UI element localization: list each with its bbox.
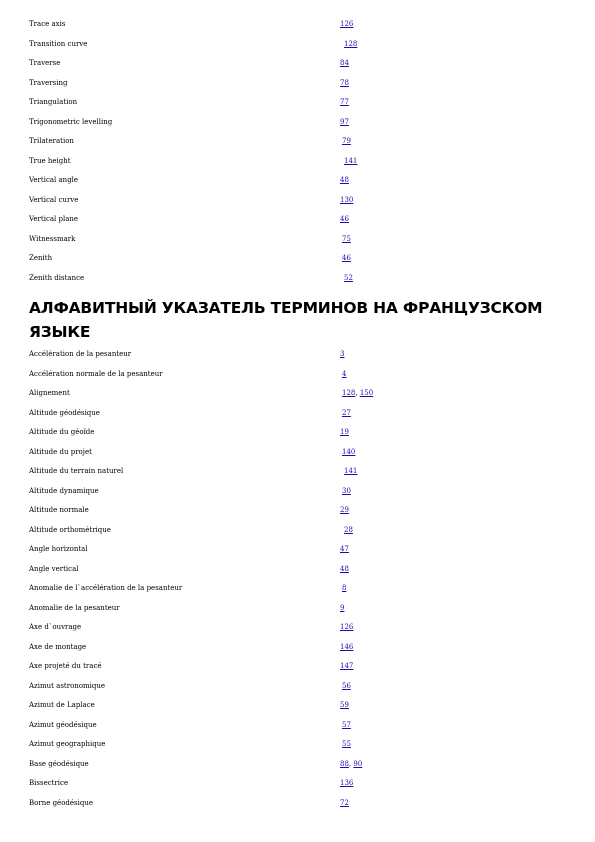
page-link[interactable]: 30 [342, 486, 351, 495]
index-entry [0, 466, 595, 480]
page-link[interactable]: 75 [342, 234, 351, 243]
index-term: Bissectrice [29, 779, 69, 787]
index-page-refs [344, 39, 357, 49]
page-link[interactable]: 140 [342, 447, 356, 456]
index-term: Traverse [29, 59, 61, 67]
page-link[interactable]: 57 [342, 720, 351, 729]
page-link[interactable]: 90 [353, 759, 363, 768]
index-entry [0, 720, 595, 734]
index-term: Witnessmark [29, 234, 76, 243]
index-page-refs [340, 505, 349, 515]
page-link[interactable]: 77 [340, 98, 349, 106]
index-entry [0, 19, 595, 33]
index-page-refs [340, 427, 349, 437]
page-link[interactable]: 78 [340, 78, 349, 87]
index-page-refs [340, 544, 349, 554]
page-link[interactable]: 19 [340, 428, 349, 436]
index-term: Altitude géodésique [29, 408, 100, 417]
index-page-refs [342, 681, 351, 691]
index-page-refs [340, 661, 353, 671]
index-page-refs [342, 136, 351, 146]
page-link[interactable]: 28 [344, 525, 353, 534]
page-link[interactable]: 27 [342, 408, 351, 417]
page-link[interactable]: 146 [340, 642, 354, 651]
index-entry [0, 564, 595, 578]
index-page-refs [340, 58, 349, 68]
index-page-refs [342, 408, 351, 418]
index-entry [0, 349, 595, 363]
page-link[interactable]: 97 [340, 117, 349, 126]
index-page-refs [342, 253, 351, 263]
index-entry [0, 583, 595, 597]
index-page-refs [342, 739, 351, 749]
index-entry [0, 408, 595, 422]
index-entry [0, 525, 595, 539]
index-page-refs [340, 195, 353, 205]
index-term: Traversing [29, 78, 68, 87]
index-term: Anomalie de la pesanteur [29, 603, 120, 612]
index-page-refs [344, 466, 357, 476]
page-link[interactable]: 55 [342, 740, 351, 748]
index-term: Alignement [29, 389, 70, 397]
page-link[interactable]: 84 [340, 59, 349, 67]
page-link[interactable]: 56 [342, 681, 351, 690]
index-entry [0, 544, 595, 558]
page-link[interactable]: 126 [340, 20, 354, 28]
page-link[interactable]: 47 [340, 545, 349, 553]
index-entry [0, 798, 595, 812]
page-link[interactable]: 4 [342, 369, 347, 378]
index-term: Azimut de Laplace [29, 701, 95, 709]
index-entry [0, 214, 595, 228]
index-term: Trace axis [29, 20, 66, 28]
index-page-refs [342, 447, 355, 457]
index-page-refs [342, 369, 346, 379]
index-entry [0, 622, 595, 636]
index-entry [0, 759, 595, 773]
index-entry [0, 388, 595, 402]
page-link[interactable]: 48 [340, 176, 349, 184]
page-link[interactable]: 79 [342, 137, 351, 145]
page-link[interactable]: 147 [340, 662, 354, 670]
index-entry [0, 39, 595, 53]
index-page-refs [344, 273, 353, 283]
index-term: Azimut géodésique [29, 720, 97, 729]
index-term: Accélération de la pesanteur [29, 350, 132, 358]
index-page-refs [340, 349, 344, 359]
page-link[interactable]: 128 [344, 39, 358, 48]
index-term: Zenith [29, 254, 53, 262]
index-page-refs [340, 214, 349, 224]
index-page-refs [340, 778, 353, 788]
index-page-refs [340, 19, 353, 29]
index-term: Altitude dynamique [29, 486, 99, 495]
index-entry [0, 195, 595, 209]
index-entry [0, 778, 595, 792]
index-page-refs [340, 175, 349, 185]
index-page-refs [340, 78, 349, 88]
index-entry [0, 603, 595, 617]
index-page-refs [342, 486, 351, 496]
index-term: Base géodésique [29, 759, 89, 768]
index-entry [0, 156, 595, 170]
index-term: Vertical angle [29, 176, 79, 184]
index-term: Altitude du projet [29, 447, 92, 456]
index-entry [0, 97, 595, 111]
index-entry [0, 369, 595, 383]
index-term: Altitude orthométrique [29, 525, 111, 534]
index-term: Triangulation [29, 98, 78, 106]
index-term: Angle horizontal [29, 545, 88, 553]
index-term: Azimut astronomique [29, 681, 106, 690]
french-index-heading: АЛФАВИТНЫЙ УКАЗАТЕЛЬ ТЕРМИНОВ НА ФРАНЦУЗСКОМ ЯЗЫКЕ [29, 299, 543, 341]
index-entry [0, 642, 595, 656]
page-link[interactable]: 130 [340, 195, 354, 204]
index-page-refs [340, 97, 349, 107]
index-term: Altitude du terrain naturel [29, 467, 124, 475]
page-separator: , [348, 759, 354, 768]
index-entry [0, 136, 595, 150]
index-term: Anomalie de l`accélération de la pesanteur [29, 584, 183, 592]
page-link[interactable]: 8 [342, 584, 347, 592]
index-entry [0, 58, 595, 72]
index-term: Azimut geographique [29, 740, 106, 748]
index-entry [0, 661, 595, 675]
page-link[interactable]: 88 [340, 759, 349, 768]
page-link[interactable]: 136 [340, 779, 354, 787]
page-separator: , [355, 389, 360, 397]
page-link[interactable]: 29 [340, 506, 349, 514]
index-page-refs [340, 642, 353, 652]
page-link[interactable]: 128 [342, 389, 356, 397]
index-entry [0, 175, 595, 189]
index-page-refs [344, 525, 353, 535]
index-term: Altitude du géoïde [29, 428, 95, 436]
index-term: Accélération normale de la pesanteur [29, 369, 163, 378]
index-term: Axe d`ouvrage [29, 623, 82, 631]
index-term: Vertical plane [29, 215, 79, 223]
page-link[interactable]: 141 [344, 467, 358, 475]
page-link[interactable]: 48 [340, 564, 349, 573]
index-entry [0, 681, 595, 695]
index-term: Axe projeté du tracé [29, 662, 102, 670]
index-page-refs [342, 583, 346, 593]
index-page-refs [344, 156, 357, 166]
index-page-refs [342, 720, 351, 730]
index-page-refs [342, 234, 351, 244]
index-page-refs [342, 388, 373, 398]
index-term: Borne géodésique [29, 798, 94, 807]
index-entry [0, 486, 595, 500]
index-entry [0, 505, 595, 519]
page-link[interactable]: 59 [340, 701, 349, 709]
page-link[interactable]: 150 [359, 389, 374, 397]
index-page-refs [340, 700, 349, 710]
index-entry [0, 700, 595, 714]
index-entry [0, 273, 595, 287]
page-link[interactable]: 46 [342, 254, 351, 262]
page-link[interactable]: 9 [340, 603, 345, 612]
page-link[interactable]: 46 [340, 215, 349, 223]
page-link[interactable]: 52 [344, 273, 353, 282]
index-term: Angle vertical [29, 564, 79, 573]
page-link[interactable]: 141 [344, 156, 358, 165]
index-term: True height [29, 156, 71, 165]
index-entry [0, 427, 595, 441]
index-term: Transition curve [29, 39, 88, 48]
index-term: Trilateration [29, 137, 74, 145]
page-link[interactable]: 3 [340, 350, 345, 358]
index-entry [0, 117, 595, 131]
index-entry [0, 253, 595, 267]
page-link[interactable]: 126 [340, 623, 354, 631]
index-page-refs [340, 622, 353, 632]
index-term: Altitude normale [29, 506, 89, 514]
index-page-refs [340, 798, 349, 808]
index-term: Trigonometric levelling [29, 117, 113, 126]
index-page-refs [340, 759, 362, 769]
index-term: Zenith distance [29, 273, 85, 282]
index-term: Axe de montage [29, 642, 87, 651]
page-link[interactable]: 72 [340, 798, 349, 807]
index-page-refs [340, 564, 349, 574]
index-entry [0, 739, 595, 753]
index-page-refs [340, 117, 349, 127]
index-entry [0, 234, 595, 248]
index-term: Vertical curve [29, 195, 79, 204]
index-entry [0, 447, 595, 461]
index-entry [0, 78, 595, 92]
index-page-refs [340, 603, 344, 613]
